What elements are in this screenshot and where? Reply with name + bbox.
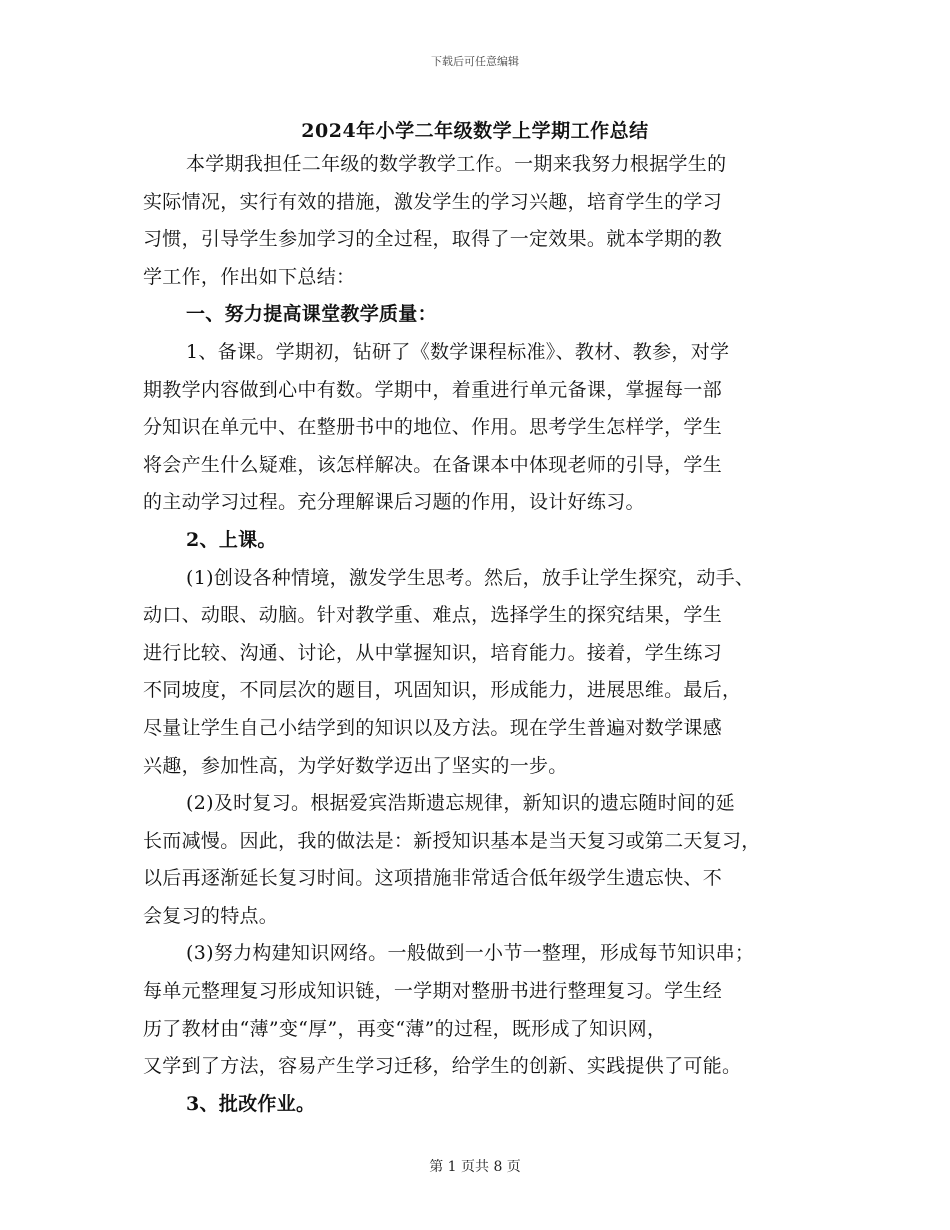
body-text-line: 尽量让学生自己小结学到的知识以及方法。现在学生普遍对数学课感: [143, 716, 723, 739]
body-text-line: 动口、动眼、动脑。针对教学重、难点，选择学生的探究结果，学生: [143, 604, 723, 627]
body-text-line: (3)努力构建知识网络。一般做到一小节一整理，形成每节知识串；: [186, 942, 755, 965]
body-text-line: 的主动学习过程。充分理解课后习题的作用，设计好练习。: [143, 491, 645, 514]
body-text-line: 以后再逐渐延长复习时间。这项措施非常适合低年级学生遗忘快、不: [143, 867, 723, 890]
body-text-line: 期教学内容做到心中有数。学期中，着重进行单元备课，掌握每一部: [143, 378, 723, 401]
body-text-line: 每单元整理复习形成知识链，一学期对整册书进行整理复习。学生经: [143, 980, 723, 1003]
body-text-line: 将会产生什么疑难，该怎样解决。在备课本中体现老师的引导，学生: [143, 453, 723, 476]
document-body: [143, 146, 808, 1123]
body-text-line: 又学到了方法，容易产生学习迁移，给学生的创新、实践提供了可能。: [143, 1055, 742, 1078]
body-text-line: 实际情况，实行有效的措施，激发学生的学习兴趣，培育学生的学习: [143, 190, 723, 213]
body-text-line: (2)及时复习。根据爱宾浩斯遗忘规律，新知识的遗忘随时间的延: [186, 792, 735, 815]
body-text-line: 习惯，引导学生参加学习的全过程，取得了一定效果。就本学期的教: [143, 228, 723, 251]
body-text-line: 长而减慢。因此，我的做法是：新授知识基本是当天复习或第二天复习，: [143, 829, 761, 852]
section-heading: 3、批改作业。: [186, 1092, 316, 1115]
body-text-line: 兴趣，参加性高，为学好数学迈出了坚实的一步。: [143, 754, 568, 777]
document-title: 2024年小学二年级数学上学期工作总结: [301, 120, 649, 142]
body-text-line: 会复习的特点。: [143, 904, 279, 927]
body-text-line: (1)创设各种情境，激发学生思考。然后，放手让学生探究，动手、: [186, 566, 755, 589]
body-text-line: 分知识在单元中、在整册书中的地位、作用。思考学生怎样学，学生: [143, 416, 723, 439]
body-text-line: 不同坡度，不同层次的题目，巩固知识，形成能力，进展思维。最后，: [143, 679, 742, 702]
body-text-line: 进行比较、沟通、讨论，从中掌握知识，培育能力。接着，学生练习: [143, 641, 723, 664]
section-heading: 2、上课。: [186, 528, 277, 551]
body-text-line: 本学期我担任二年级的数学教学工作。一期来我努力根据学生的: [186, 153, 727, 175]
body-text-line: 历了教材由“薄”变“厚”，再变“薄”的过程，既形成了知识网，: [143, 1017, 667, 1040]
page-footer: 第 1 页共 8 页: [429, 1159, 521, 1175]
page-header: 下载后可任意编辑: [431, 55, 519, 68]
section-heading: 一、努力提高课堂教学质量：: [186, 303, 437, 326]
body-text-line: 1、备课。学期初，钻研了《数学课程标准》、教材、教参，对学: [186, 340, 730, 363]
body-text-line: 学工作，作出如下总结：: [143, 265, 356, 288]
